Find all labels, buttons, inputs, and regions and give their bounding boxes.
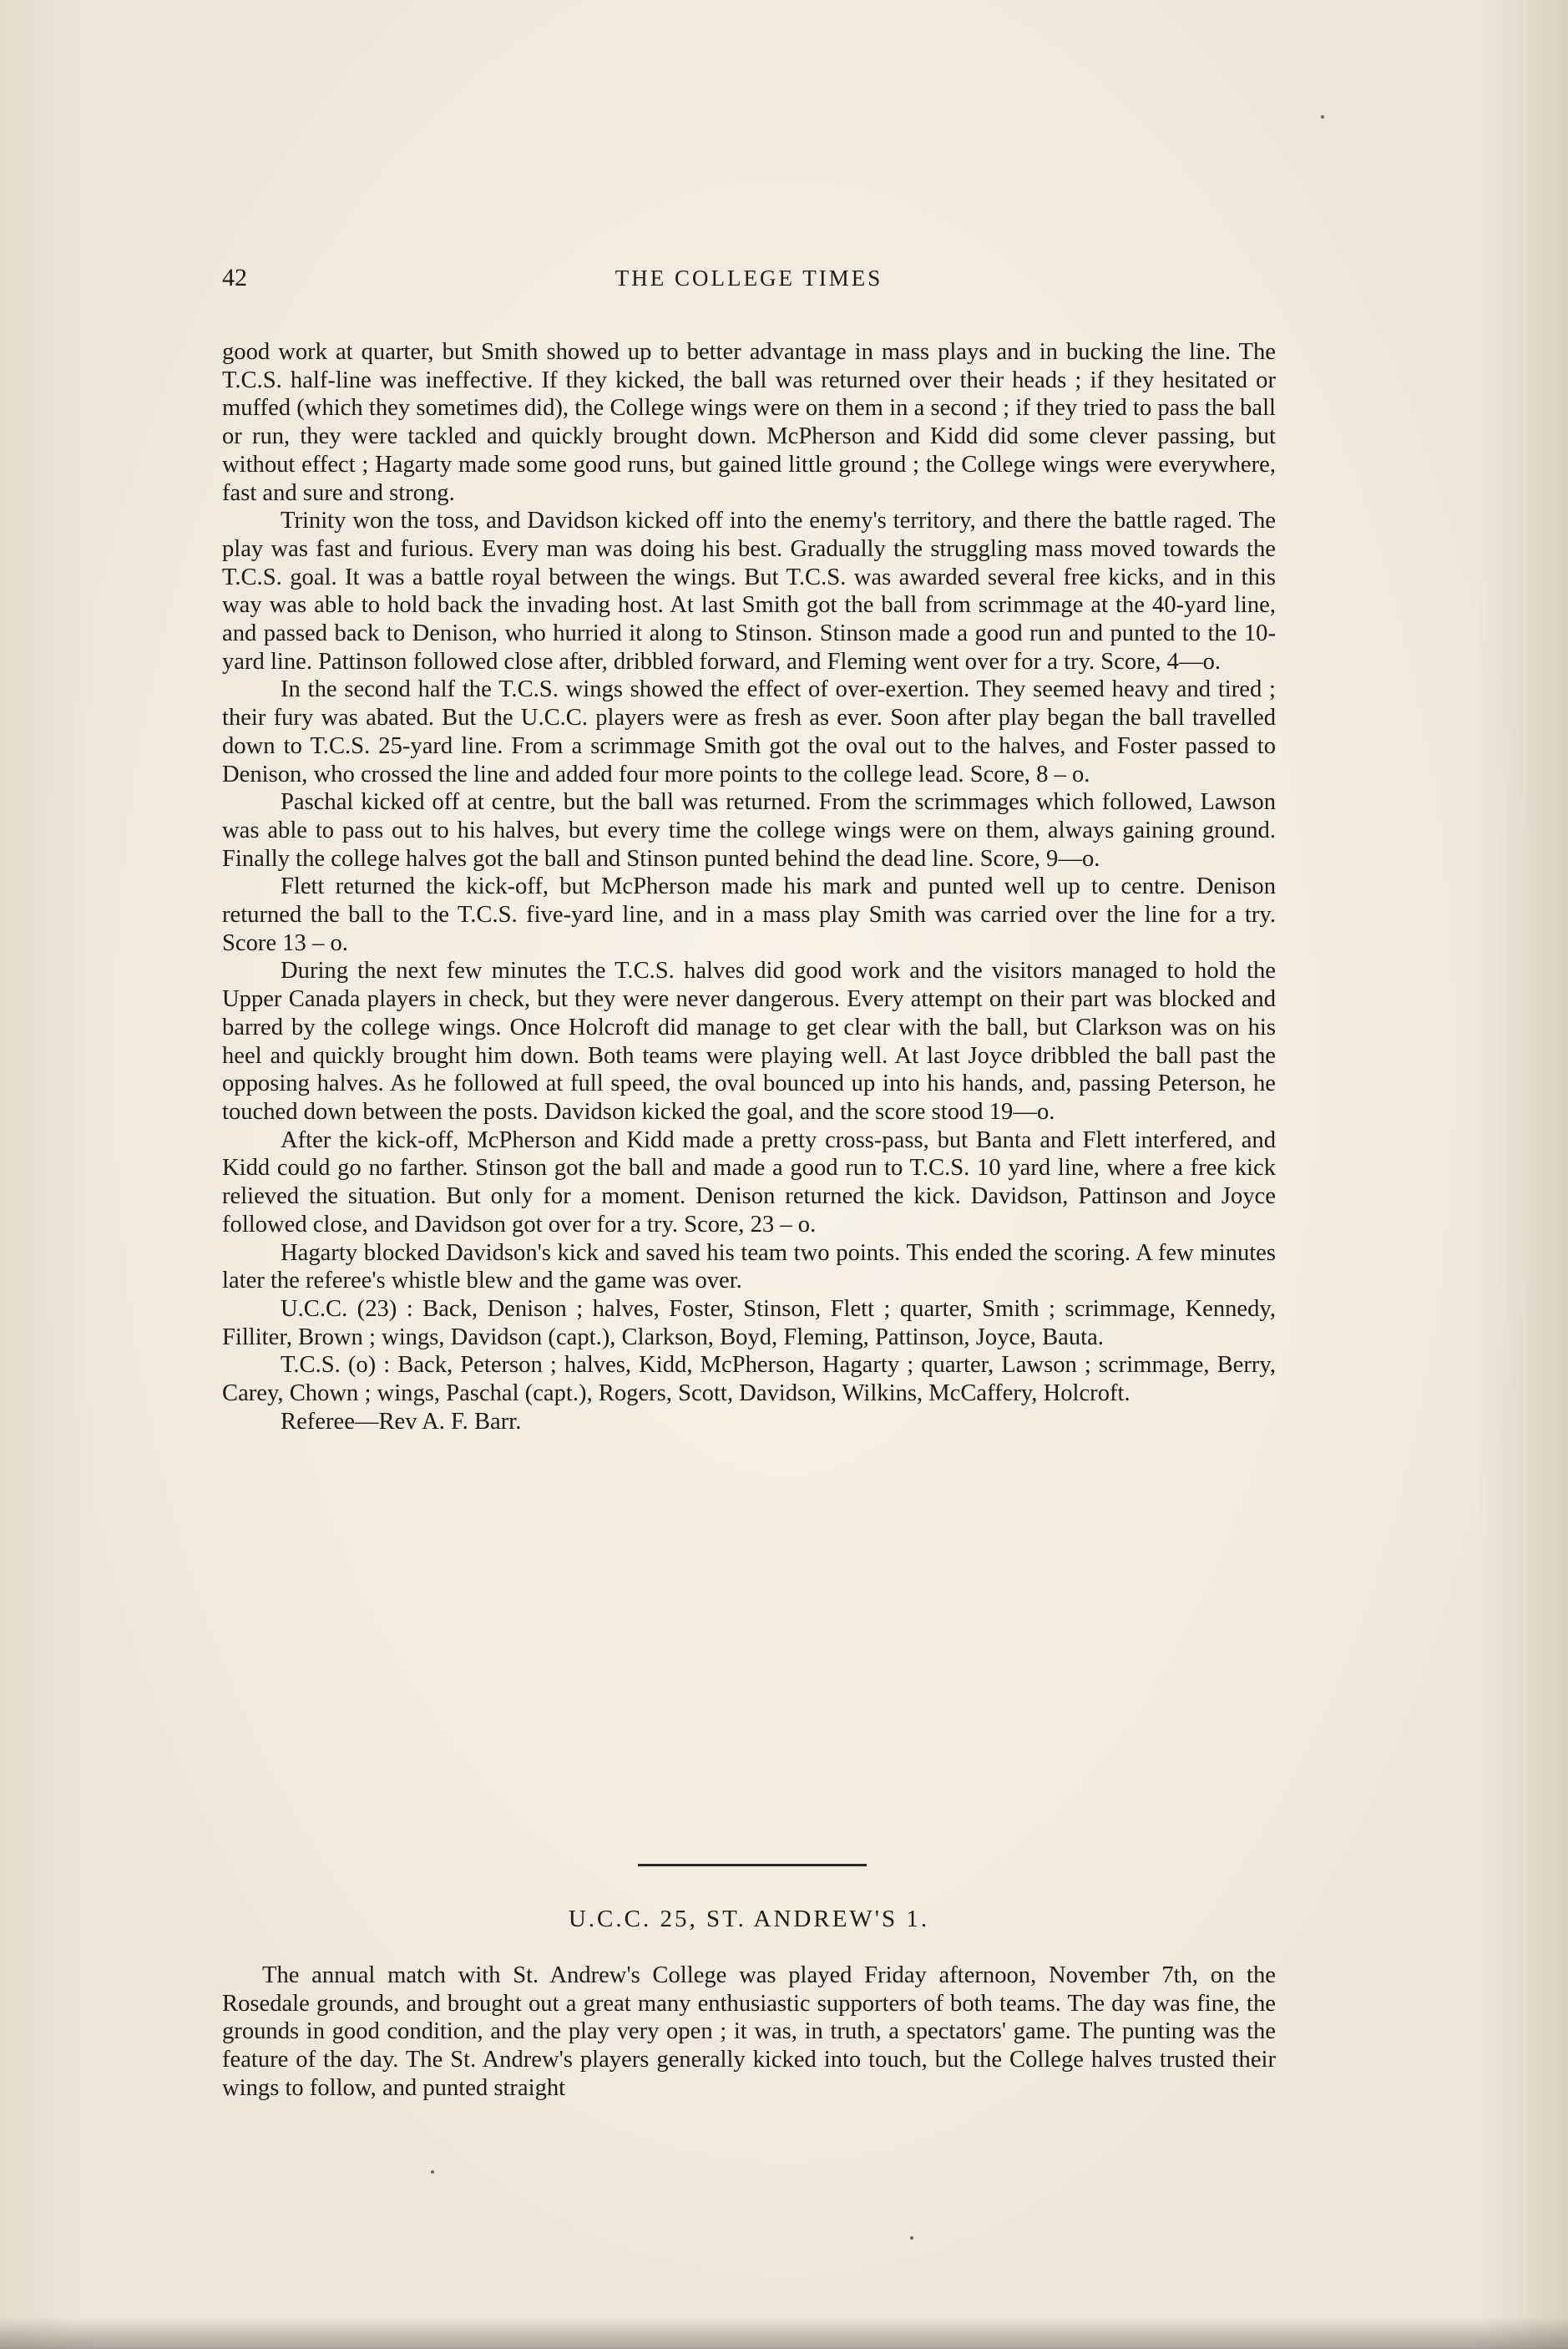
paragraph: During the next few minutes the T.C.S. halves did good work and the visitors managed to hold the Upper Canada players in check, but they were never dangerous. Every attempt on their part was blocked and barred by the college wings. Once Holcroft did manage to get clear with the ball, but Clarkson was on his heel and quickly brought him down. Both teams were playing well. At last Joyce dribbled the ball past the opposing halves. As he followed at full speed, the oval bounced up into his hands, and, passing Peterson, he touched down between the posts. Davidson kicked the goal, and the score stood 19—o. — [222, 958, 1276, 1125]
paper-speck — [910, 2236, 913, 2240]
section-body — [222, 1962, 1276, 2103]
running-title: THE COLLEGE TIMES — [615, 266, 883, 291]
paragraph: Flett returned the kick-off, but McPherson made his mark and punted well up to centre. Denison returned the ball to the T.C.S. five-yard line, and in a mass play Smith was carried over the line for a try. Score 13 – o. — [222, 873, 1276, 956]
paragraph: In the second half the T.C.S. wings showed the effect of over-exertion. They seemed heavy and tired ; their fury was abated. But the U.C.C. players were as fresh as ever. Soon after play began the ball travelled down to T.C.S. 25-yard line. From a scrimmage Smith got the oval out to the halves, and Foster passed to Denison, who crossed the line and added four more points to the college lead. Score, 8 – o. — [222, 676, 1276, 787]
referee-line: Referee—Rev A. F. Barr. — [281, 1408, 522, 1435]
paragraph: Trinity won the toss, and Davidson kicked off into the enemy's territory, and there the battle raged. The play was fast and furious. Every man was doing his best. Gradually the struggling mass moved towards the T.C.S. goal. It was a battle royal between the wings. But T.C.S. was awarded several free kicks, and in this way was able to hold back the invading host. At last Smith got the ball from scrimmage at the 40-yard line, and passed back to Denison, who hurried it along to Stinson. Stinson made a good run and punted to the 10-yard line. Pattinson followed close after, dribbled forward, and Fleming went over for a try. Score, 4—o. — [222, 508, 1276, 675]
paper-speck — [431, 2170, 434, 2174]
paragraph: The annual match with St. Andrew's College was played Friday afternoon, November 7th, on the Rosedale grounds, and brought out a great many enthusiastic supporters of both teams. The day was fine, the grounds in good condition, and the play very open ; it was, in truth, a spectators' game. The punting was the feature of the day. The St. Andrew's players generally kicked into touch, but the College halves trusted their wings to follow, and punted straight — [222, 1962, 1276, 2101]
page-number: 42 — [222, 264, 247, 291]
paragraph: Paschal kicked off at centre, but the ball was returned. From the scrimmages which followed, Lawson was able to pass out to his halves, but every time the college wings were on them, always gaining ground. Finally the college halves got the ball and Stinson punted behind the dead line. Score, 9—o. — [222, 789, 1276, 872]
paper-speck — [1321, 115, 1324, 119]
paragraph: good work at quarter, but Smith showed up to better advantage in mass plays and in bucking the line. The T.C.S. half-line was ineffective. If they kicked, the ball was returned over their heads ; if they hesitated or muffed (which they sometimes did), the College wings were on them in a second ; if they tried to pass the ball or run, they were tackled and quickly brought down. McPherson and Kidd did some clever passing, but without effect ; Hagarty made some good runs, but gained little ground ; the College wings were everywhere, fast and sure and strong. — [222, 339, 1276, 506]
page-bottom-shadow — [0, 2317, 1568, 2349]
section-heading: U.C.C. 25, ST. ANDREW'S 1. — [568, 1906, 930, 1932]
section-divider — [638, 1864, 867, 1866]
article-body — [222, 338, 1276, 1435]
team-lineup-ucc: U.C.C. (23) : Back, Denison ; halves, Foster, Stinson, Flett ; quarter, Smith ; scrimmage, Kennedy, Filliter, Brown ; wings, Davidson (capt.), Clarkson, Boyd, Fleming, Pattinson, Joyce, Bauta. — [222, 1295, 1276, 1350]
paragraph: Hagarty blocked Davidson's kick and saved his team two points. This ended the scoring. A few minutes later the referee's whistle blew and the game was over. — [222, 1239, 1276, 1294]
page-header — [222, 264, 1276, 297]
paragraph: After the kick-off, McPherson and Kidd made a pretty cross-pass, but Banta and Flett interfered, and Kidd could go no farther. Stinson got the ball and made a good run to T.C.S. 10 yard line, where a free kick relieved the situation. But only for a moment. Denison returned the kick. Davidson, Pattinson and Joyce followed close, and Davidson got over for a try. Score, 23 – o. — [222, 1126, 1276, 1238]
team-lineup-tcs: T.C.S. (o) : Back, Peterson ; halves, Kidd, McPherson, Hagarty ; quarter, Lawson ; scrimmage, Berry, Carey, Chown ; wings, Paschal (capt.), Rogers, Scott, Davidson, Wilkins, McCaffery, Holcroft. — [222, 1352, 1276, 1407]
